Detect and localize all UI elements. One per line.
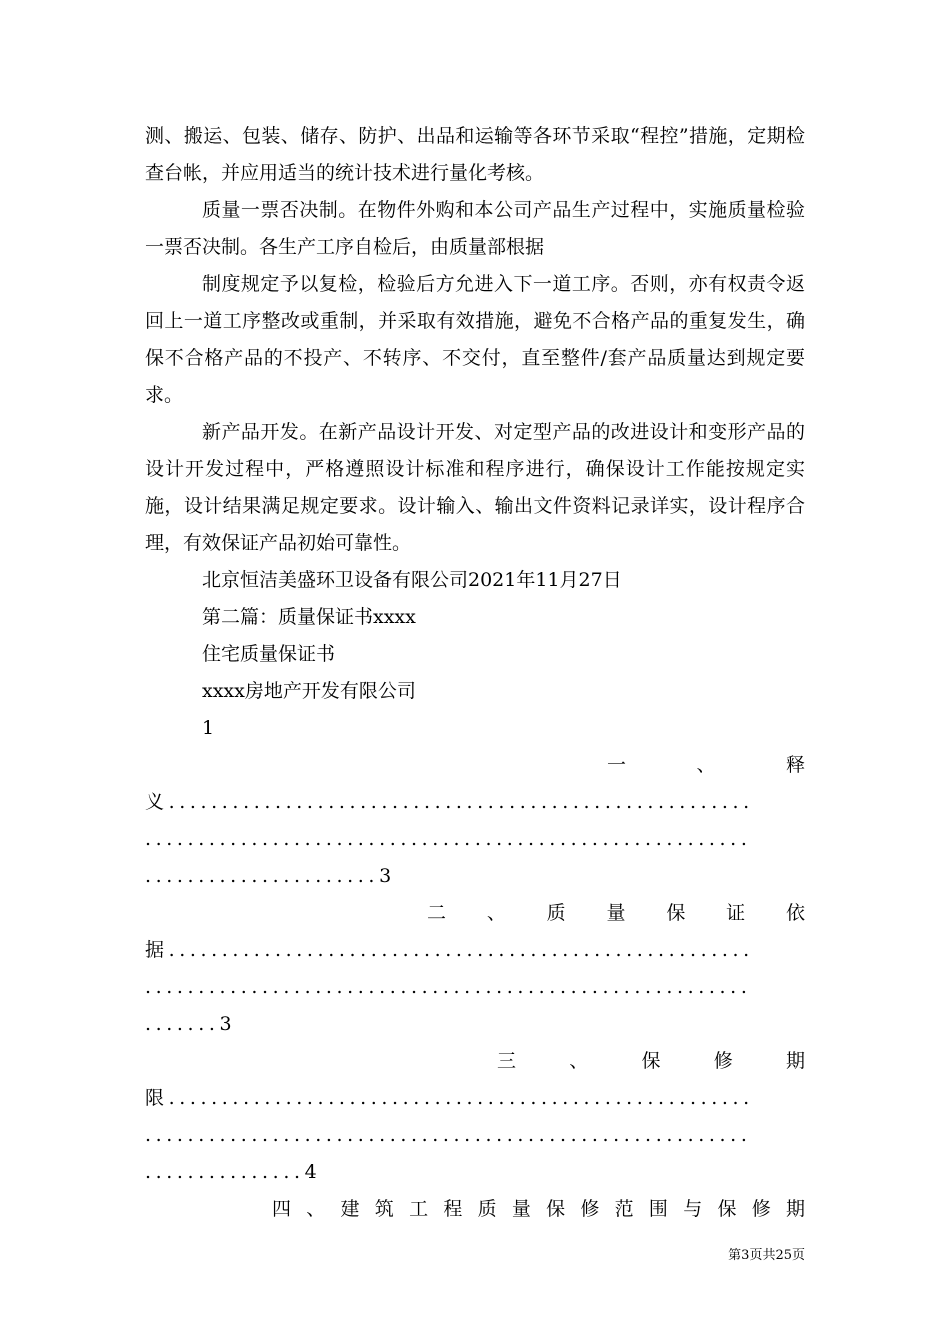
toc-heading-char: 证: [726, 902, 746, 924]
toc-entry-heading: [145, 747, 805, 784]
toc-entry-1: [145, 747, 805, 895]
toc-heading-char: 程: [443, 1198, 463, 1220]
toc-heading-char: 范: [614, 1198, 634, 1220]
toc-leader-line: .........................................................: [145, 976, 752, 998]
paragraph-3: 制度规定予以复检，检验后方允进入下一道工序。否则，亦有权责令返回上一道工序整改或重制，并采取有效措施，避免不合格产品的重复发生，确保不合格产品的不投产、不转序、不交付，直至整件/套产品质量达到规定要求。: [145, 273, 805, 406]
document-page: [145, 118, 805, 1228]
toc-heading-char: 、: [486, 902, 506, 924]
toc-leader-line: 义.......................................................: [145, 791, 754, 813]
toc-entry-heading: [145, 895, 805, 932]
toc-heading-char: 依: [785, 902, 805, 924]
table-of-contents: [145, 747, 805, 1228]
toc-heading-char: 建: [340, 1198, 360, 1220]
signature-line: 北京恒洁美盛环卫设备有限公司2021年11月27日: [202, 569, 622, 591]
toc-heading-char: 质: [477, 1198, 497, 1220]
toc-heading-char: 修: [751, 1198, 771, 1220]
toc-heading-char: 量: [606, 902, 626, 924]
toc-heading-char: 与: [683, 1198, 703, 1220]
paragraph-2: 质量一票否决制。在物件外购和本公司产品生产过程中，实施质量检验一票否决制。各生产工序自检后，由质量部根据: [145, 199, 805, 258]
paragraph-1: 测、搬运、包装、储存、防护、出品和运输等各环节采取“程控”措施，定期检查台帐，并应用适当的统计技术进行量化考核。: [145, 125, 805, 184]
toc-entry-heading: [145, 1191, 805, 1228]
toc-heading-char: 保: [546, 1198, 566, 1220]
toc-heading-char: 期: [785, 1198, 805, 1220]
toc-heading-char: 、: [696, 754, 716, 776]
page-number-marker: 1: [202, 717, 215, 739]
toc-heading-char: 修: [580, 1198, 600, 1220]
toc-heading-char: 质: [546, 902, 566, 924]
toc-leader-line: .......3: [145, 1013, 237, 1035]
toc-heading-char: 筑: [374, 1198, 394, 1220]
toc-heading-char: 保: [641, 1050, 661, 1072]
section-heading: 第二篇：质量保证书xxxx: [202, 606, 416, 628]
toc-leader-line: 限.......................................................: [145, 1087, 754, 1109]
toc-heading-char: 二: [427, 902, 447, 924]
paragraph-4: 新产品开发。在新产品设计开发、对定型产品的改进设计和变形产品的设计开发过程中，严格遵照设计标准和程序进行，确保设计工作能按规定实施，设计结果满足规定要求。设计输入、输出文件资料记录详实，设计程序合理，有效保证产品初始可靠性。: [145, 421, 805, 554]
toc-entry-3: [145, 1043, 805, 1191]
toc-leader-line: ......................3: [145, 865, 396, 887]
toc-heading-char: 保: [666, 902, 686, 924]
toc-heading-char: 修: [713, 1050, 733, 1072]
toc-entry-heading: [145, 1043, 805, 1080]
toc-heading-char: 围: [648, 1198, 668, 1220]
toc-heading-char: 保: [717, 1198, 737, 1220]
toc-leader-line: ...............4: [145, 1161, 322, 1183]
toc-heading-char: 工: [409, 1198, 429, 1220]
toc-leader-line: .........................................................: [145, 828, 752, 850]
toc-heading-char: 量: [511, 1198, 531, 1220]
toc-entry-2: [145, 895, 805, 1043]
toc-heading-char: 四: [272, 1198, 292, 1220]
toc-entry-4: [145, 1191, 805, 1228]
toc-heading-char: 、: [306, 1198, 326, 1220]
toc-heading-char: 释: [785, 754, 805, 776]
toc-heading-char: 三: [497, 1050, 517, 1072]
toc-leader-line: .........................................................: [145, 1124, 752, 1146]
toc-heading-char: 一: [607, 754, 627, 776]
document-title: 住宅质量保证书: [202, 643, 336, 665]
toc-leader-line: 据.......................................................: [145, 939, 754, 961]
page-footer: 第3页共25页: [728, 1248, 805, 1263]
company-name: xxxx房地产开发有限公司: [202, 680, 416, 702]
toc-heading-char: 、: [569, 1050, 589, 1072]
toc-heading-char: 期: [785, 1050, 805, 1072]
